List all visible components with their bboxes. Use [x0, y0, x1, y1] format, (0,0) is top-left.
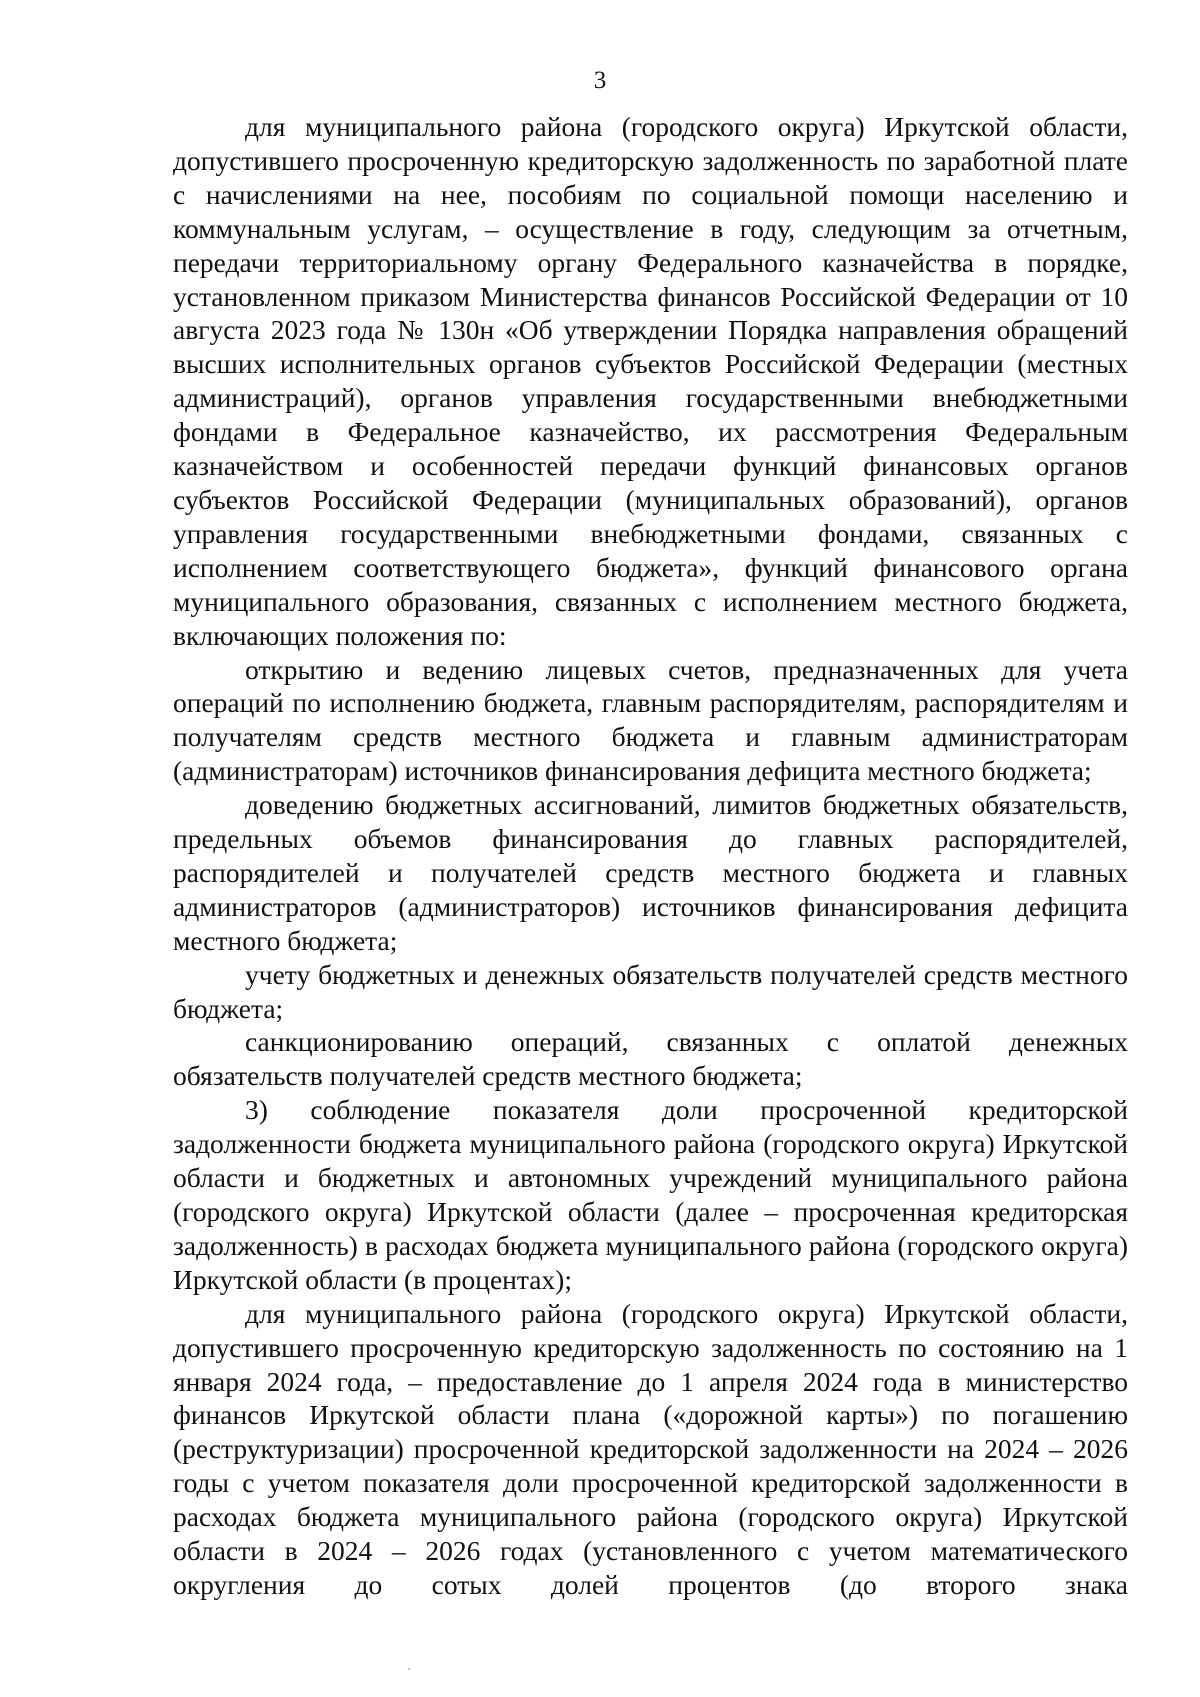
- paragraph-overdue-debt-indicator: 3) соблюдение показателя доли просроченной кредиторской задолженности бюджета муниципального района (городского округа) Иркутской области и бюджетных и автономных учреждений муниципального района (городского округа) Иркутской области (далее – просроченная кредиторская задолженность) в расходах бюджета муниципального района (городского округа) Иркутской области (в процентах);: [173, 1094, 1128, 1295]
- paragraph-accounting-obligations: учету бюджетных и денежных обязательств получателей средств местного бюджета;: [173, 958, 1128, 1024]
- document-body: [173, 110, 1128, 1602]
- scan-speck: [408, 1668, 410, 1670]
- paragraph-roadmap-requirement: для муниципального района (городского округа) Иркутской области, допустившего просроченную кредиторскую задолженность по состоянию на 1 января 2024 года, – предоставление до 1 апреля 2024 года в министерство финансов Иркутской области плана («дорожной карты») по погашению (реструктуризации) просроченной кредиторской задолженности на 2024 – 2026 годы с учетом показателя доли просроченной кредиторской задолженности в расходах бюджета муниципального района (городского округа) Иркутской области в 2024 – 2026 годах (установленного с учетом математического округления до сотых долей процентов (до второго знака: [173, 1297, 1128, 1600]
- paragraph-municipal-district-obligations: для муниципального района (городского округа) Иркутской области, допустившего просроченную кредиторскую задолженность по заработной плате с начислениями на нее, пособиям по социальной помощи населению и коммунальным услугам, – осуществление в году, следующим за отчетным, передачи территориальному органу Федерального казначейства в порядке, установленном приказом Министерства финансов Российской Федерации от 10 августа 2023 года № 130н «Об утверждении Порядка направления обращений высших исполнительных органов субъектов Российской Федерации (местных администраций), органов управления государственными внебюджетными фондами в Федеральное казначейство, их рассмотрения Федеральным казначейством и особенностей передачи функций финансовых органов субъектов Российской Федерации (муниципальных образований), органов управления государственными внебюджетными фондами, связанных с исполнением соответствующего бюджета», функций финансового органа муниципального образования, связанных с исполнением местного бюджета, включающих положения по:: [173, 111, 1128, 651]
- page-number: 3: [593, 67, 607, 94]
- paragraph-budget-allocations: доведению бюджетных ассигнований, лимитов бюджетных обязательств, предельных объемов финансирования до главных распорядителей, распорядителей и получателей средств местного бюджета и главных администраторов (администраторов) источников финансирования дефицита местного бюджета;: [173, 789, 1128, 956]
- paragraph-opening-accounts: открытию и ведению лицевых счетов, предназначенных для учета операций по исполнению бюджета, главным распорядителям, распорядителям и получателям средств местного бюджета и главным администраторам (администраторам) источников финансирования дефицита местного бюджета;: [173, 653, 1128, 787]
- paragraph-authorization-operations: санкционированию операций, связанных с оплатой денежных обязательств получателей средств местного бюджета;: [173, 1026, 1128, 1092]
